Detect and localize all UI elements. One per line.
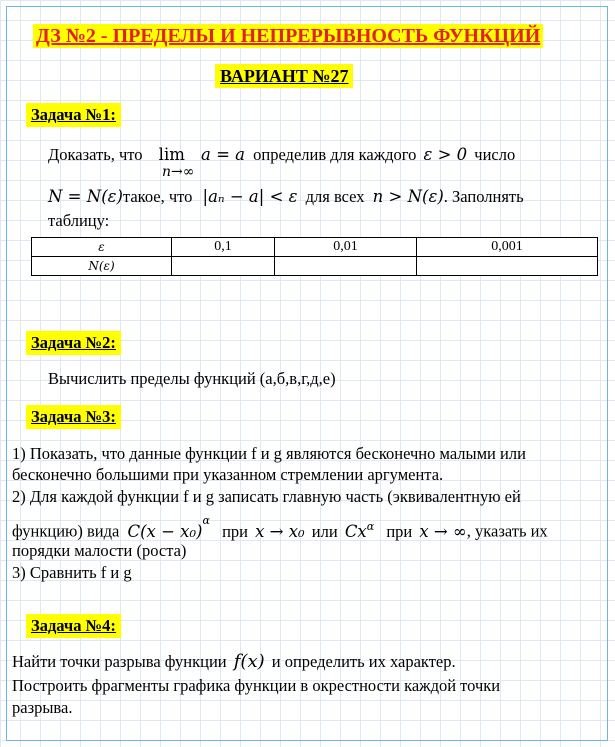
number-word: число (474, 145, 516, 164)
task2-text: Вычислить пределы функций (а,б,в,г,д,е) (48, 369, 336, 388)
formula-c-x-x0: C(x − x₀) (127, 521, 203, 541)
task3-line4-start: функцию) вида (12, 521, 120, 541)
task4-line1-start: Найти точки разрыва функции (12, 652, 227, 671)
task4-line2: Построить фрагменты графика функции в окрестности каждой точки (12, 676, 501, 695)
task4-line3: разрыва. (12, 698, 73, 717)
table-word: таблицу: (48, 211, 110, 230)
table-cell[interactable] (172, 257, 275, 276)
fill-text: . Заполнять (443, 187, 524, 206)
table-cell[interactable] (275, 257, 417, 276)
condition-x-to-inf: x → ∞ (419, 521, 467, 541)
task1-line1 (48, 144, 515, 166)
alpha-exponent-1: α (202, 514, 210, 527)
lim-expression: a = a (201, 145, 245, 164)
such-that-text: такое, что (122, 187, 193, 206)
epsilon-condition: ε > 0 (423, 145, 468, 164)
n-condition: n > N(ε) (372, 187, 444, 206)
table-cell: N(ε) (32, 257, 172, 276)
epsilon-table (31, 237, 598, 276)
define-text: определив для каждого (253, 145, 417, 164)
condition-x-to-x0: x → x₀ (255, 521, 305, 541)
alpha-exponent-2: α (366, 520, 375, 533)
table-cell[interactable] (417, 257, 598, 276)
task3-line4-end: , указать их (466, 521, 548, 541)
table-cell: 0,1 (172, 238, 275, 257)
task3-line6: 3) Сравнить f и g (12, 563, 132, 582)
task2-label: Задача №2: (26, 331, 121, 355)
n-definition: N = N(ε) (48, 187, 123, 206)
formula-cx: Cx (344, 521, 367, 541)
abs-condition: |aₙ − a| < ε (202, 187, 298, 206)
at-text-1: при (222, 521, 248, 541)
task1-prove-text: Доказать, что (48, 145, 143, 164)
task3-line2: бесконечно большими при указанном стремлении аргумента. (12, 465, 444, 484)
for-all-text: для всех (305, 187, 365, 206)
page-title: ДЗ №2 - ПРЕДЕЛЫ И НЕПРЕРЫВНОСТЬ ФУНКЦИЙ (33, 24, 543, 48)
lim-operator: lim (158, 145, 185, 164)
variant-label: ВАРИАНТ №27 (215, 64, 353, 88)
task1-label: Задача №1: (26, 103, 121, 127)
task3-line4 (12, 516, 548, 543)
table-row (32, 257, 598, 276)
task4-line1-end: и определить их характер. (271, 652, 456, 671)
task4-label: Задача №4: (26, 614, 121, 638)
table-cell: ε (32, 238, 172, 257)
table-row (32, 238, 598, 257)
task3-label: Задача №3: (26, 405, 121, 429)
table-cell: 0,01 (275, 238, 417, 257)
table-cell: 0,001 (417, 238, 598, 257)
lim-subscript: n→∞ (162, 164, 195, 180)
function-fx: f(x) (233, 651, 265, 672)
task1-line2 (48, 186, 524, 208)
or-text: или (311, 521, 338, 541)
task3-line1: 1) Показать, что данные функции f и g являются бесконечно малыми или (12, 444, 526, 463)
task4-line1 (12, 651, 456, 673)
task3-line3: 2) Для каждой функции f и g записать главную часть (эквивалентную ей (12, 487, 521, 506)
at-text-2: при (386, 521, 413, 541)
task3-line5: порядки малости (роста) (12, 541, 187, 560)
